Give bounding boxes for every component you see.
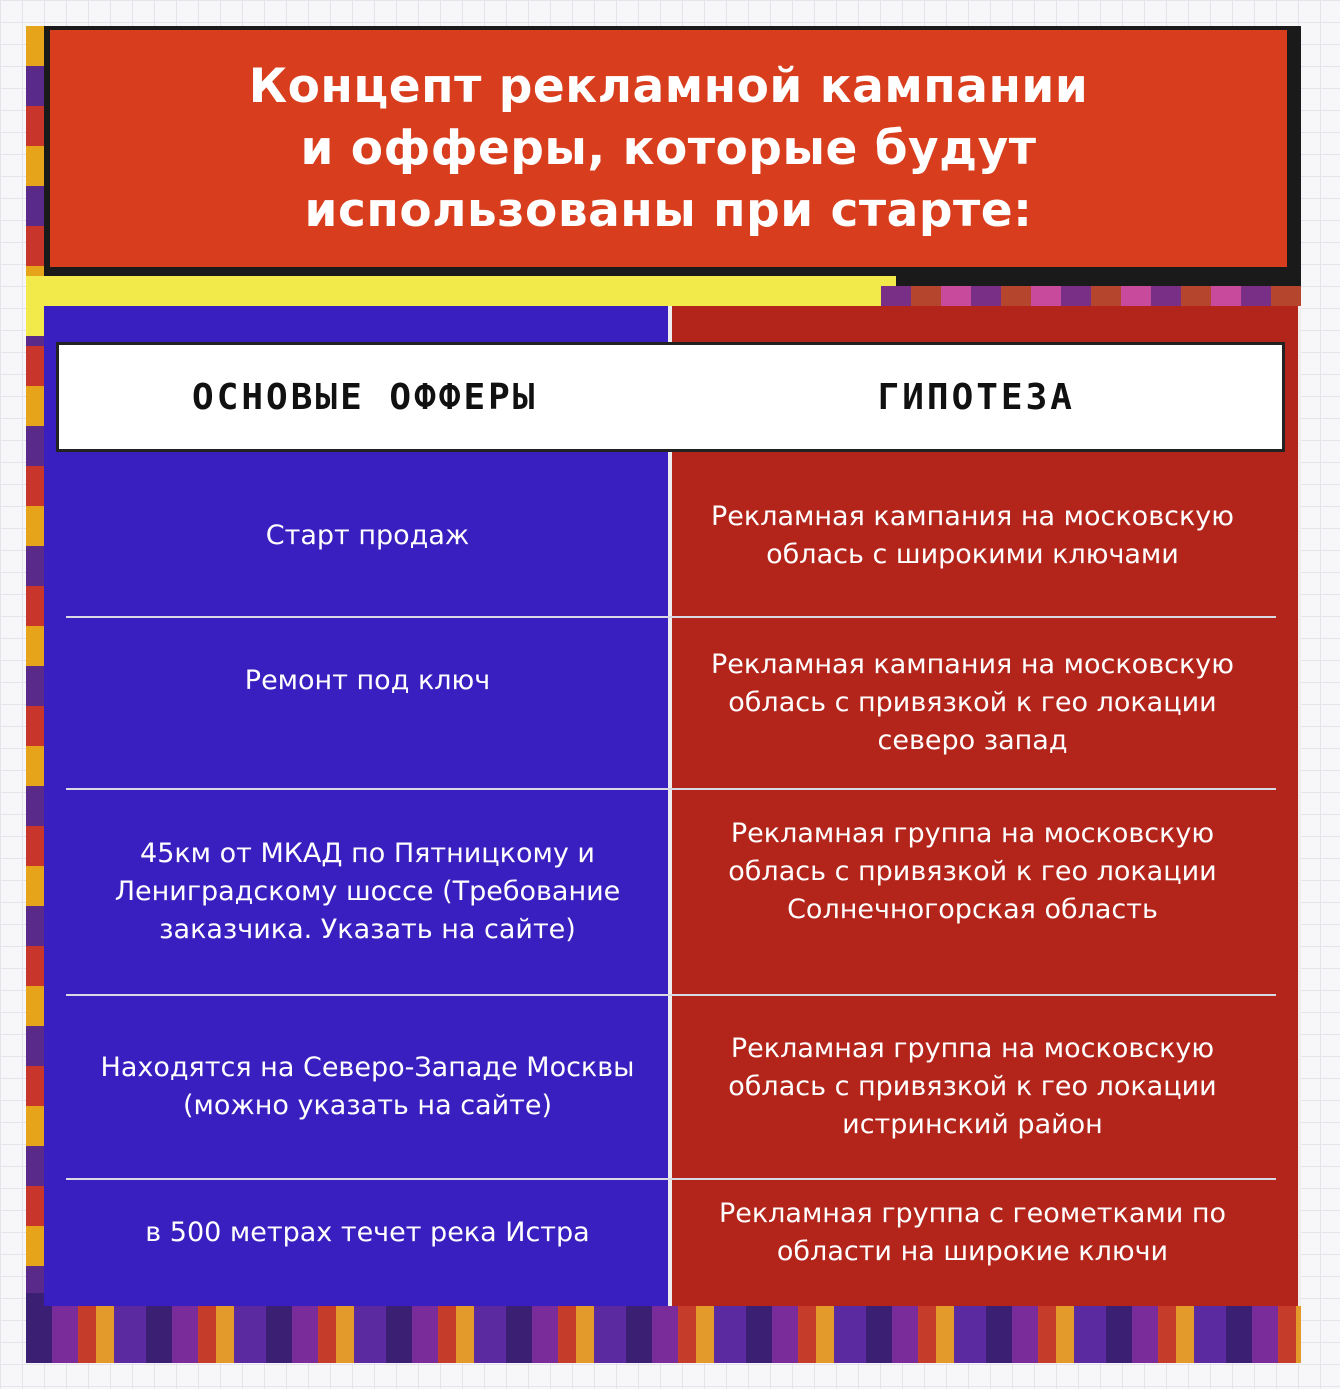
table-header [56, 342, 1285, 452]
offer-cell: 45км от МКАД по Пятницкому и Ленигрaдскому шоссе (Требование заказчика. Указать на сайте) [114, 838, 621, 945]
table-border [1298, 306, 1301, 1306]
table-row [66, 790, 1276, 994]
poster [26, 26, 1301, 1363]
table-row [66, 1180, 1276, 1306]
table-row [66, 618, 1276, 788]
decorative-pixel-strip [26, 26, 44, 1363]
header-offers: ОСНОВЫЕ ОФФЕРЫ [192, 376, 538, 418]
page-title [249, 56, 1089, 242]
offer-cell: Находятся на Северо-Западе Москвы (можно указать на сайте) [100, 1052, 635, 1121]
table-row [66, 996, 1276, 1178]
table-row [66, 456, 1276, 616]
title-line: использованы при старте: [304, 182, 1033, 238]
offer-cell: Ремонт под ключ [244, 664, 491, 696]
hypothesis-cell: Рекламная кампания на московскую облась с широкими ключами [711, 501, 1234, 570]
hypothesis-cell: Рекламная группа с геометками по области на широкие ключи [718, 1198, 1227, 1267]
header-hypothesis: ГИПОТЕЗА [877, 376, 1075, 418]
offers-table [44, 306, 1301, 1306]
hypothesis-cell: Рекламная группа на московскую облась с привязкой к гео локации истринский район [728, 1033, 1217, 1140]
title-line: Концепт рекламной кампании [248, 58, 1089, 114]
offer-cell: в 500 метрах течет река Истра [145, 1217, 590, 1248]
title-line: и офферы, которые будут [300, 120, 1037, 176]
offer-cell: Старт продаж [265, 520, 470, 551]
title-banner [46, 26, 1291, 271]
hypothesis-cell: Рекламная группа на московскую облась с привязкой к гео локации Солнечногорская область [728, 818, 1217, 925]
hypothesis-cell: Рекламная кампания на московскую облась с привязкой к гео локации северо запад [711, 649, 1234, 756]
